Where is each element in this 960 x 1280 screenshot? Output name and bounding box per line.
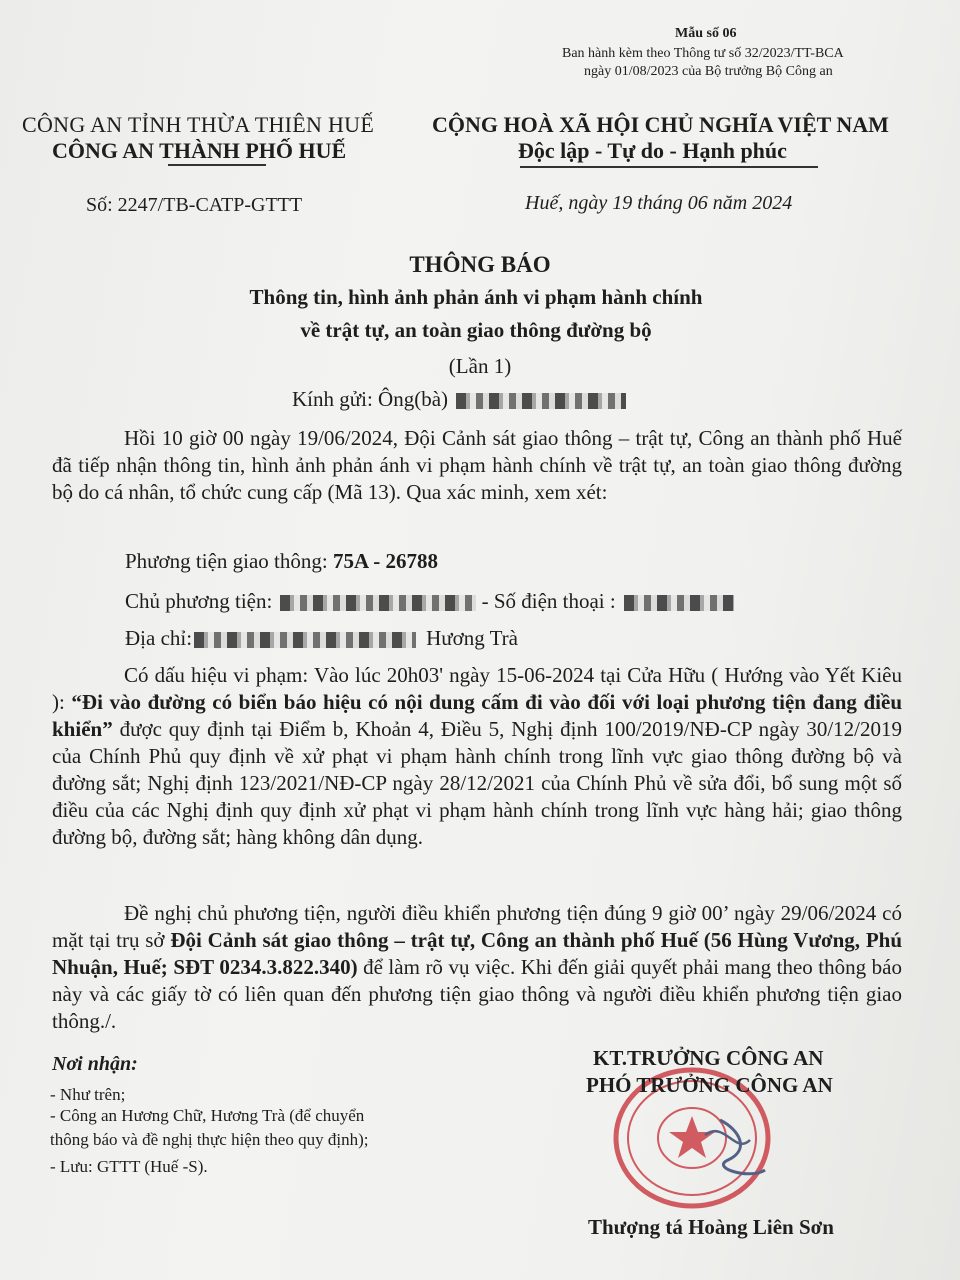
- document-subtitle-1: Thông tin, hình ảnh phản ánh vi phạm hành chính: [249, 285, 703, 309]
- form-number: Mẫu số 06: [675, 26, 737, 41]
- recipient-item: - Lưu: GTTT (Huế -S).: [50, 1157, 208, 1176]
- paragraph-intro: Hồi 10 giờ 00 ngày 19/06/2024, Đội Cảnh sát giao thông – trật tự, Công an thành phố Huế đã tiếp nhận thông tin, hình ảnh phản ánh vi phạm hành chính về trật tự, an toàn giao thông đường bộ do cá nhân, tổ chức cung cấp (Mã 13). Qua xác minh, xem xét:: [52, 426, 902, 504]
- redacted-phone: [624, 595, 734, 611]
- owner-label: Chủ phương tiện:: [125, 589, 273, 613]
- address-label: Địa chỉ:: [125, 626, 193, 650]
- form-issued-line-1: Ban hành kèm theo Thông tư số 32/2023/TT-BCA: [562, 46, 844, 61]
- vehicle-row: [125, 549, 438, 574]
- form-issued-line-2: ngày 01/08/2023 của Bộ trưởng Bộ Công an: [584, 64, 833, 79]
- redacted-address: [194, 632, 416, 648]
- summons-office: Đội Cảnh sát giao thông – trật tự, Công an thành phố Huế (56 Hùng Vương, Phú Nhuận, Huế; SĐT 0234.3.822.340): [52, 928, 903, 979]
- vehicle-label: Phương tiện giao thông:: [125, 549, 328, 573]
- nation-motto: Độc lập - Tự do - Hạnh phúc: [518, 138, 787, 163]
- signer-name: Thượng tá Hoàng Liên Sơn: [588, 1215, 834, 1239]
- paragraph-summons: [52, 900, 902, 1035]
- attempt-number: (Lần 1): [448, 354, 512, 378]
- recipient-item: - Công an Hương Chữ, Hương Trà (để chuyển: [50, 1106, 365, 1125]
- phone-label: - Số điện thoại :: [481, 589, 616, 613]
- violation-description: “Đi vào đường có biển báo hiệu có nội dung cấm đi vào đối với loại phương tiện đang điều khiển”: [52, 690, 902, 741]
- owner-row: [125, 589, 734, 614]
- address-visible: Hương Trà: [426, 626, 518, 650]
- signature-title-1: KT.TRƯỞNG CÔNG AN: [593, 1046, 824, 1070]
- signature-title-2: PHÓ TRƯỞNG CÔNG AN: [586, 1073, 833, 1097]
- nation-name: CỘNG HOÀ XÃ HỘI CHỦ NGHĨA VIỆT NAM: [432, 112, 889, 137]
- addressee: [292, 387, 626, 412]
- violation-intro: Có dấu hiệu vi phạm: Vào lúc 20h03' ngày 15-06-2024 tại Cửa Hữu ( Hướng vào Yết Kiêu ):: [52, 663, 902, 714]
- paragraph-violation: [52, 662, 902, 851]
- vehicle-plate: 75A - 26788: [332, 549, 438, 573]
- redacted-owner: [280, 595, 476, 611]
- recipients-heading: Nơi nhận:: [52, 1053, 138, 1075]
- agency-name: CÔNG AN THÀNH PHỐ HUẾ: [52, 138, 347, 163]
- recipient-item: thông báo và đề nghị thực hiện theo quy định);: [50, 1130, 369, 1149]
- summons-intro: Đề nghị chủ phương tiện, người điều khiển phương tiện đúng 9 giờ 00’ ngày 29/06/2024 có mặt tại trụ sở: [52, 901, 902, 952]
- document-title: THÔNG BÁO: [409, 252, 551, 277]
- addressee-label: Kính gửi: Ông(bà): [292, 387, 449, 411]
- document-number: Số: 2247/TB-CATP-GTTT: [86, 194, 303, 216]
- summons-instructions: để làm rõ vụ việc. Khi đến giải quyết phải mang theo thông báo này và các giấy tờ có liên quan đến phương tiện giao thông và người điều khiển phương tiện giao thông./.: [52, 955, 902, 1033]
- agency-underline: [168, 164, 266, 166]
- address-row: [125, 626, 518, 651]
- violation-legal-basis: được quy định tại Điểm b, Khoản 4, Điều 5, Nghị định 100/2019/NĐ-CP ngày 30/12/2019 của Chính Phủ quy định về xử phạt vi phạm hành chính trong lĩnh vực giao thông đường bộ và đường sắt; Nghị định 123/2021/NĐ-CP ngày 28/12/2021 của Chính Phủ về sửa đổi, bổ sung một số điều của các Nghị định quy định xử phạt vi phạm hành chính trong lĩnh vực hàng hải; giao thông đường bộ, đường sắt; hàng không dân dụng.: [52, 717, 902, 849]
- place-date: Huế, ngày 19 tháng 06 năm 2024: [525, 192, 793, 214]
- motto-underline: [520, 166, 818, 168]
- recipient-item: - Như trên;: [50, 1085, 126, 1104]
- redacted-name: [456, 393, 626, 409]
- agency-parent: CÔNG AN TỈNH THỪA THIÊN HUẾ: [22, 112, 375, 137]
- document-subtitle-2: về trật tự, an toàn giao thông đường bộ: [300, 318, 652, 342]
